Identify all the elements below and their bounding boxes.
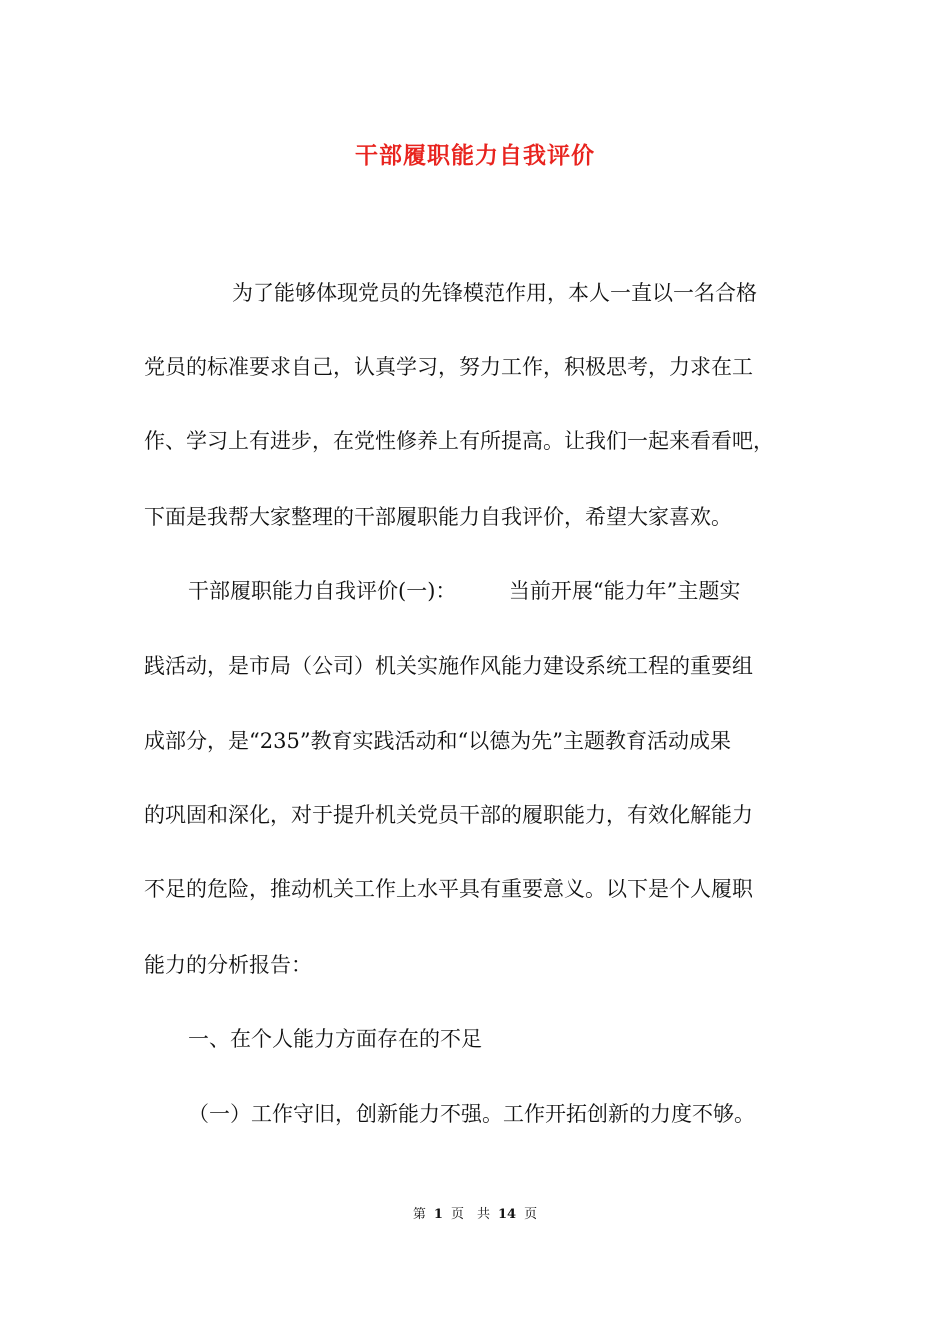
subsection-heading: （一）工作守旧，创新能力不强。工作开拓创新的力度不够。 <box>188 1102 755 1126</box>
section-heading: 一、在个人能力方面存在的不足 <box>188 1027 482 1051</box>
footer-total-pages: 14 <box>497 1207 517 1222</box>
paragraph-line: 作、学习上有进步，在党性修养上有所提高。让我们一起来看看吧， <box>144 429 774 453</box>
footer-suffix: 页 <box>524 1207 538 1222</box>
footer-middle: 页 共 <box>450 1207 490 1222</box>
paragraph-line: 的巩固和深化，对于提升机关党员干部的履职能力，有效化解能力 <box>144 803 753 827</box>
document-title: 干部履职能力自我评价 <box>355 142 595 169</box>
paragraph-line: 不足的危险，推动机关工作上水平具有重要意义。以下是个人履职 <box>144 877 753 901</box>
paragraph-line: 为了能够体现党员的先锋模范作用，本人一直以一名合格 <box>232 281 757 305</box>
paragraph-line: 成部分，是“235”教育实践活动和“以德为先”主题教育活动成果 <box>144 729 732 753</box>
page-footer <box>0 1205 950 1225</box>
paragraph-line: 能力的分析报告： <box>144 953 312 977</box>
paragraph-line: 干部履职能力自我评价(一)： 当前开展“能力年”主题实 <box>188 579 741 603</box>
paragraph-line: 下面是我帮大家整理的干部履职能力自我评价，希望大家喜欢。 <box>144 505 732 529</box>
footer-prefix: 第 <box>412 1207 426 1222</box>
footer-page-number: 1 <box>433 1207 443 1222</box>
paragraph-line: 践活动，是市局（公司）机关实施作风能力建设系统工程的重要组 <box>144 654 753 678</box>
paragraph-line: 党员的标准要求自己，认真学习，努力工作，积极思考，力求在工 <box>144 355 753 379</box>
